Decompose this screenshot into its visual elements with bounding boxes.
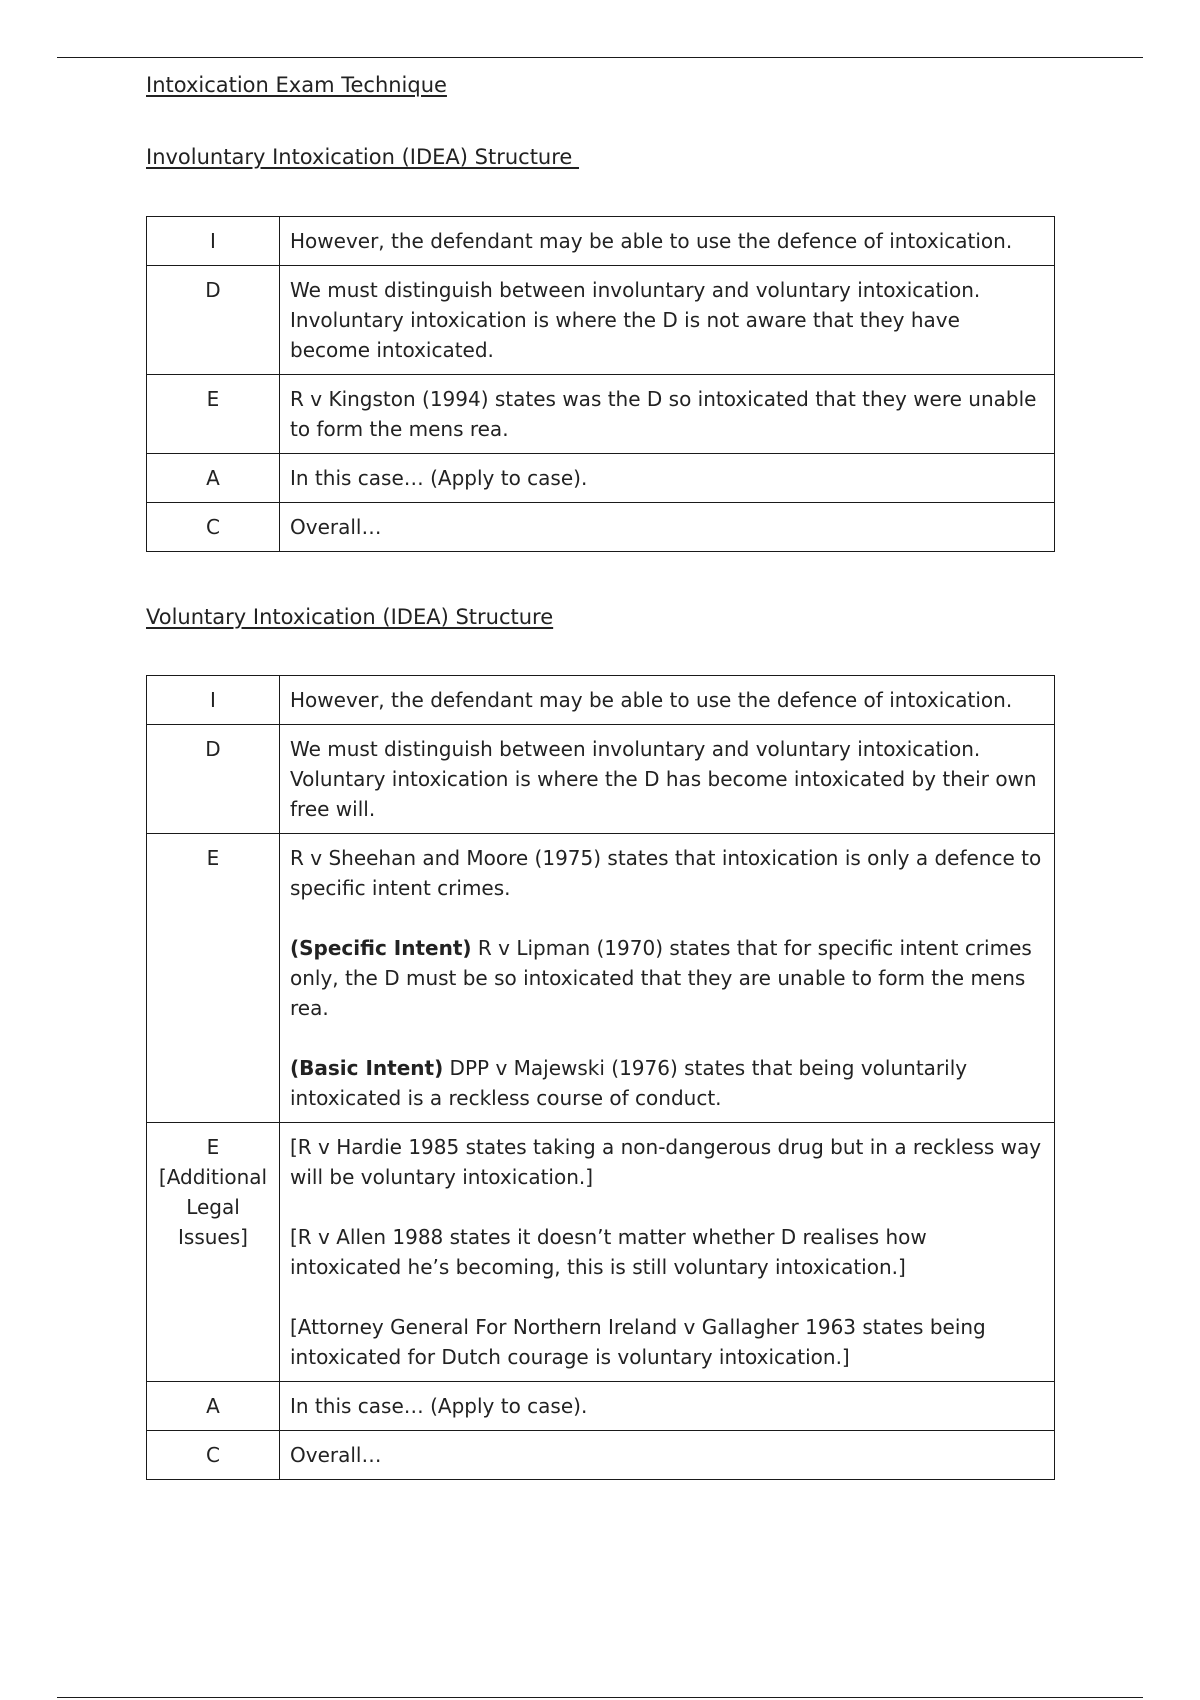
table-row [147, 676, 1055, 725]
row-text: However, the defendant may be able to use the defence of intoxication. [280, 676, 1055, 725]
row-text [280, 834, 1055, 1123]
row-text: In this case… (Apply to case). [280, 1382, 1055, 1431]
row-letter: I [147, 217, 280, 266]
hardie-paragraph: [R v Hardie 1985 states taking a non-dangerous drug but in a reckless way will be voluntary intoxication.] [290, 1135, 1042, 1189]
row-text [280, 1123, 1055, 1382]
evidence-paragraph: R v Sheehan and Moore (1975) states that intoxication is only a defence to specific intent crimes. [290, 846, 1042, 900]
table-row [147, 454, 1055, 503]
row-text: We must distinguish between involuntary and voluntary intoxication. Involuntary intoxication is where the D is not aware that they have become intoxicated. [280, 266, 1055, 375]
row-text: R v Kingston (1994) states was the D so intoxicated that they were unable to form the mens rea. [280, 375, 1055, 454]
table-row [147, 1123, 1055, 1382]
table-row [147, 1431, 1055, 1480]
row-letter: E [147, 834, 280, 1123]
row-text: We must distinguish between involuntary and voluntary intoxication. Voluntary intoxication is where the D has become intoxicated by their own free will. [280, 725, 1055, 834]
allen-paragraph: [R v Allen 1988 states it doesn’t matter whether D realises how intoxicated he’s becoming, this is still voluntary intoxication.] [290, 1225, 927, 1279]
table-row [147, 503, 1055, 552]
page-title: Intoxication Exam Technique [146, 73, 447, 97]
specific-intent-paragraph [290, 933, 1044, 1023]
specific-intent-text: R v Lipman (1970) states that for specific intent crimes only, the D must be so intoxicated that they are unable to form the mens rea. [290, 936, 1032, 1020]
row-letter: A [147, 1382, 280, 1431]
row-letter: E [Additional Legal Issues] [147, 1123, 280, 1382]
table-row [147, 1382, 1055, 1431]
row-letter: A [147, 454, 280, 503]
basic-intent-text: DPP v Majewski (1976) states that being voluntarily intoxicated is a reckless course of conduct. [290, 1056, 968, 1110]
specific-intent-label: (Specific Intent) [290, 936, 472, 960]
involuntary-heading: Involuntary Intoxication (IDEA) Structure [146, 145, 580, 169]
basic-intent-label: (Basic Intent) [290, 1056, 444, 1080]
row-text: In this case… (Apply to case). [280, 454, 1055, 503]
gallagher-paragraph: [Attorney General For Northern Ireland v Gallagher 1963 states being intoxicated for Dutch courage is voluntary intoxication.] [290, 1315, 986, 1369]
row-letter: E [147, 375, 280, 454]
table-row [147, 217, 1055, 266]
table-row [147, 266, 1055, 375]
table-row [147, 834, 1055, 1123]
row-text: Overall… [280, 503, 1055, 552]
bottom-rule [57, 1697, 1143, 1698]
row-letter: C [147, 1431, 280, 1480]
row-letter: D [147, 725, 280, 834]
table-row [147, 725, 1055, 834]
basic-intent-paragraph [290, 1053, 1044, 1113]
row-letter: C [147, 503, 280, 552]
table-row [147, 375, 1055, 454]
voluntary-heading: Voluntary Intoxication (IDEA) Structure [146, 605, 554, 629]
row-letter: D [147, 266, 280, 375]
involuntary-idea-table [146, 216, 1055, 552]
top-rule [57, 57, 1143, 58]
row-text: However, the defendant may be able to use the defence of intoxication. [280, 217, 1055, 266]
row-letter: I [147, 676, 280, 725]
voluntary-idea-table [146, 675, 1055, 1480]
row-text: Overall… [280, 1431, 1055, 1480]
